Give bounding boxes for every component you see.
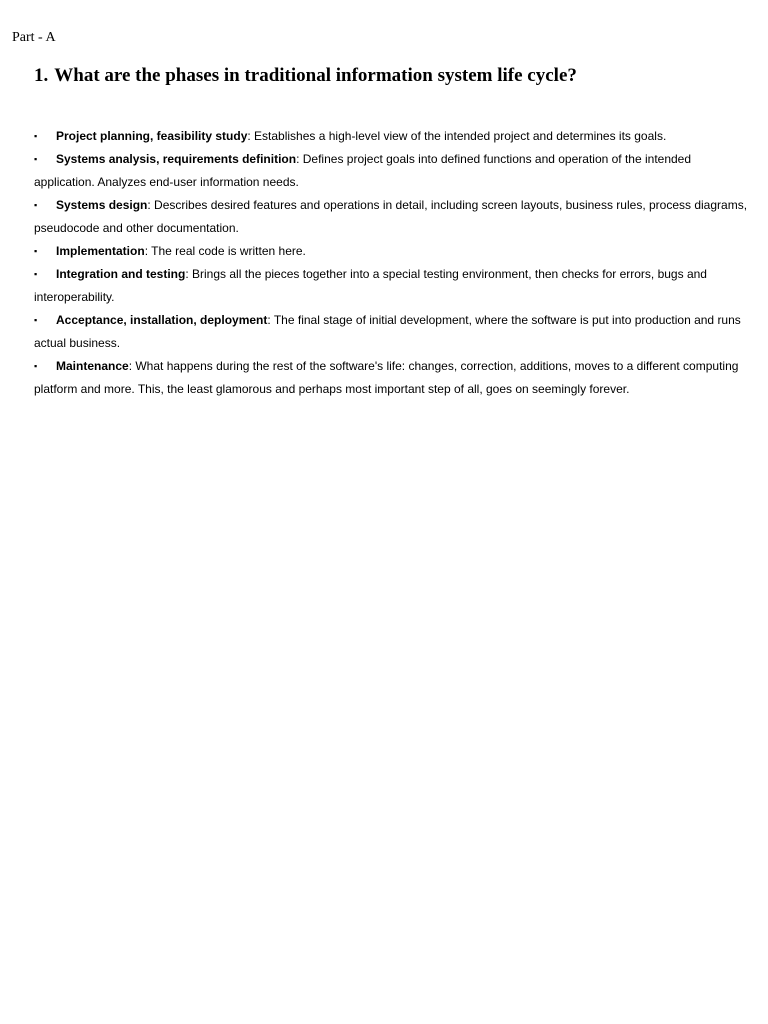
phase-item-implementation [34, 240, 750, 263]
bullet-icon: ▪ [34, 131, 38, 141]
phase-name: Project planning, feasibility study [56, 129, 248, 143]
phase-name: Systems design [56, 198, 148, 212]
phase-name: Acceptance, installation, deployment [56, 313, 268, 327]
phase-item-integration-testing [34, 263, 750, 309]
question-text: What are the phases in traditional information system life cycle? [54, 65, 577, 86]
bullet-icon: ▪ [34, 315, 38, 325]
bullet-icon: ▪ [34, 246, 38, 256]
phase-description: : Describes desired features and operations in detail, including screen layouts, business rules, process diagrams, pseudocode and other documentation. [34, 198, 748, 235]
phase-name: Implementation [56, 244, 145, 258]
phase-description: : The real code is written here. [144, 244, 306, 258]
phase-item-acceptance [34, 309, 750, 355]
phase-description: : Brings all the pieces together into a special testing environment, then checks for errors, bugs and interoperability. [34, 267, 707, 304]
bullet-icon: ▪ [34, 200, 38, 210]
phase-item-systems-design [34, 194, 750, 240]
phase-item-project-planning [34, 125, 750, 148]
phase-list [34, 125, 750, 401]
phase-description: : Defines project goals into defined functions and operation of the intended application. Analyzes end-user information needs. [34, 152, 692, 189]
phase-item-systems-analysis [34, 148, 750, 194]
bullet-icon: ▪ [34, 269, 38, 279]
phase-name: Maintenance [56, 359, 129, 373]
question-number: 1. [34, 65, 49, 86]
bullet-icon: ▪ [34, 361, 38, 371]
question-heading [34, 63, 577, 89]
phase-description: : What happens during the rest of the software's life: changes, correction, additions, moves to a different computing platform and more. This, the least glamorous and perhaps most important step of all, goes on seemingly forever. [34, 359, 739, 396]
phase-name: Systems analysis, requirements definition [56, 152, 297, 166]
phase-description: : The final stage of initial development, where the software is put into production and runs actual business. [34, 313, 741, 350]
phase-name: Integration and testing [56, 267, 186, 281]
phase-item-maintenance [34, 355, 750, 401]
phase-description: : Establishes a high-level view of the intended project and determines its goals. [247, 129, 667, 143]
bullet-icon: ▪ [34, 154, 38, 164]
part-label: Part - A [12, 30, 56, 45]
